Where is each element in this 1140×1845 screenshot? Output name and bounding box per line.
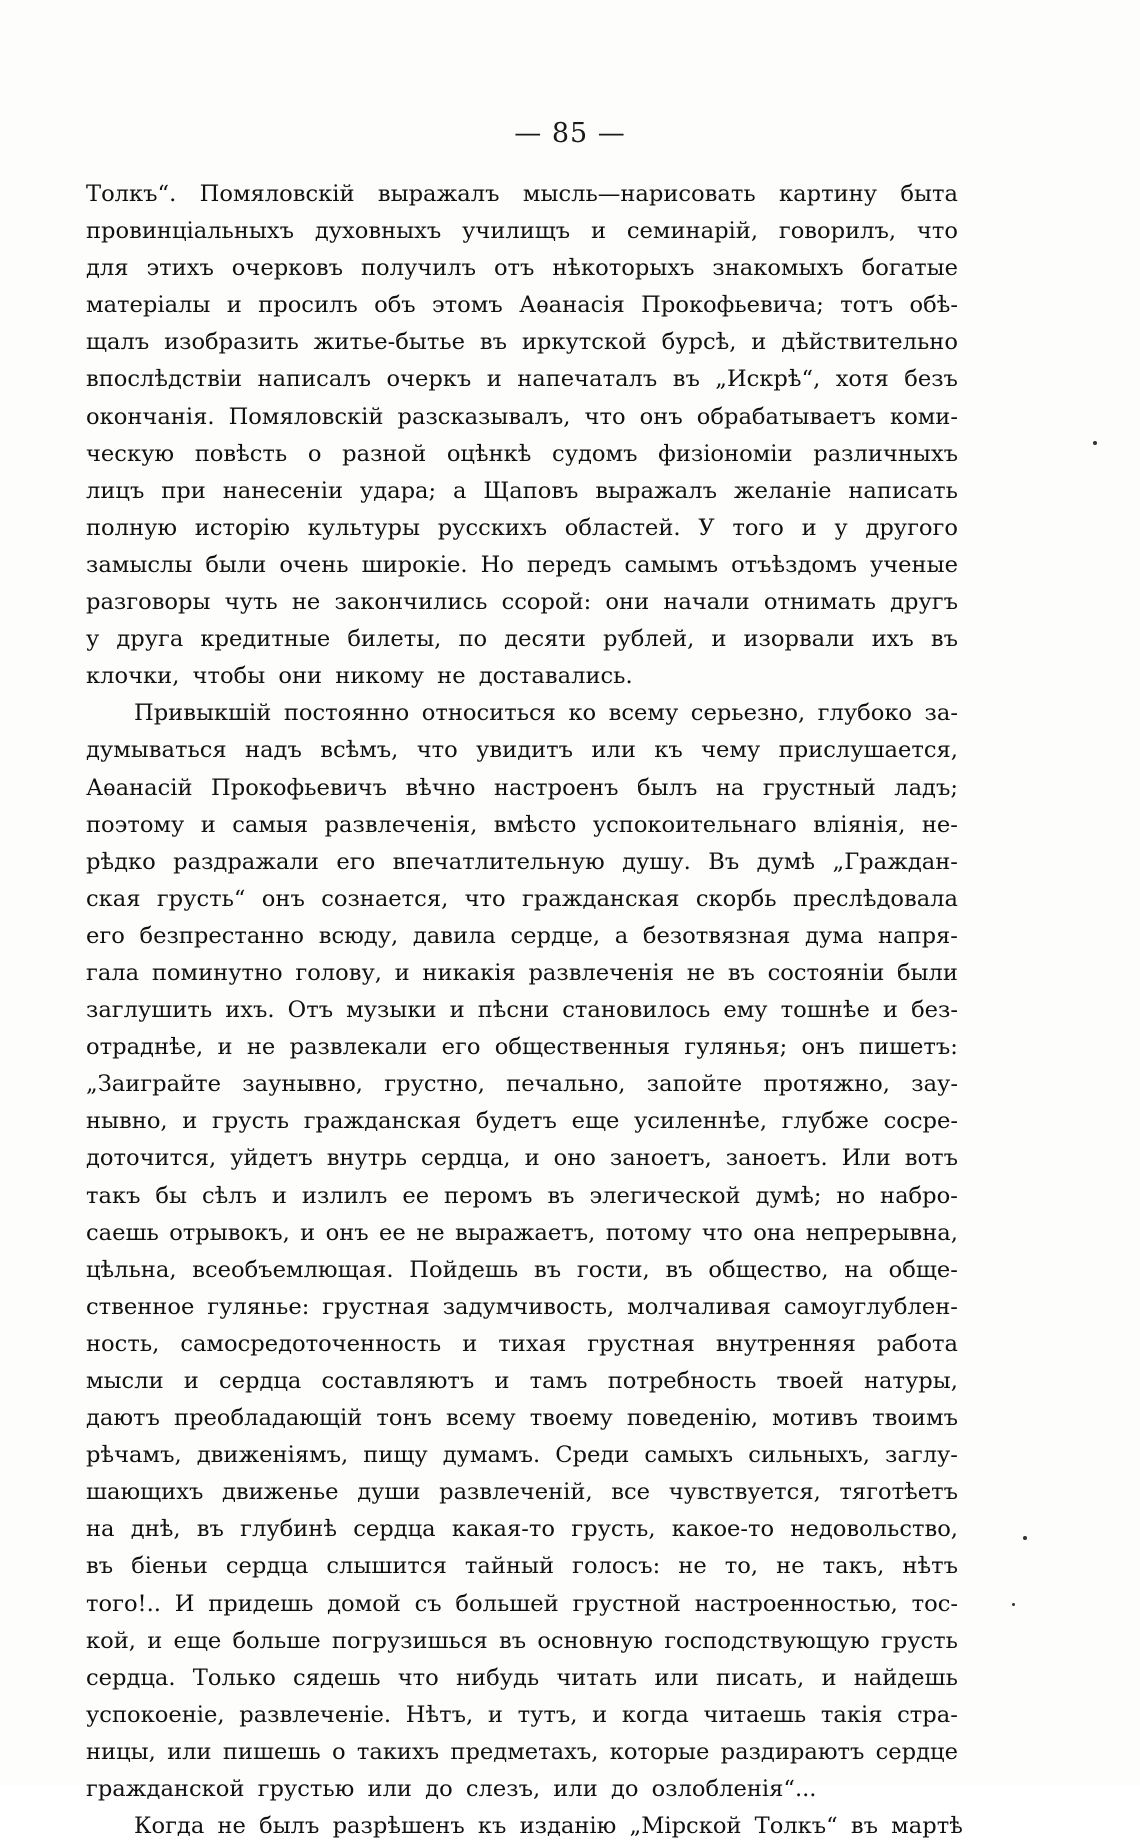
text-line: успокоеніе, развлеченіе. Нѣтъ, и тутъ, и когда читаешь такія стра- xyxy=(86,1701,958,1728)
text-line: ческую повѣсть о разной оцѣнкѣ судомъ физіономіи различныхъ xyxy=(86,440,958,467)
text-line: провинціальныхъ духовныхъ училищъ и семинарій, говорилъ, что xyxy=(86,218,958,245)
text-line: лицъ при нанесеніи удара; а Щаповъ выражалъ желаніе написать xyxy=(86,477,958,504)
body-text xyxy=(86,176,963,1845)
text-line: ская грусть“ онъ сознается, что гражданская скорбь преслѣдовала xyxy=(86,885,958,912)
text-line: на днѣ, въ глубинѣ сердца какая-то грусть, какое-то недовольство, xyxy=(86,1516,958,1543)
text-line: отраднѣе, и не развлекали его общественныя гулянья; онъ пишетъ: xyxy=(86,1034,958,1061)
text-line: думываться надъ всѣмъ, что увидитъ или къ чему прислушается, xyxy=(86,737,958,764)
text-line: такъ бы сѣлъ и излилъ ее перомъ въ элегической думѣ; но набро- xyxy=(86,1182,958,1209)
text-line: саешь отрывокъ, и онъ ее не выражаетъ, потому что она непрерывна, xyxy=(86,1219,958,1246)
text-line: сердца. Только сядешь что нибудь читать или писать, и найдешь xyxy=(86,1664,958,1691)
text-line: рѣчамъ, движеніямъ, пищу думамъ. Среди самыхъ сильныхъ, заглу- xyxy=(86,1442,958,1469)
scan-speck xyxy=(1023,1536,1027,1540)
text-line: его безпрестанно всюду, давила сердце, а безотвязная дума напря- xyxy=(86,922,958,949)
text-line: заглушить ихъ. Отъ музыки и пѣсни становилось ему тошнѣе и без- xyxy=(86,997,958,1024)
text-line: впослѣдствіи написалъ очеркъ и напечаталъ въ „Искрѣ“, хотя безъ xyxy=(86,366,958,393)
text-line: кой, и еще больше погрузишься въ основную господствующую грусть xyxy=(86,1627,958,1654)
text-line: шающихъ движенье души развлеченій, все чувствуется, тяготѣетъ xyxy=(86,1479,958,1506)
text-line: щалъ изобразить житье-бытье въ иркутской бурсѣ, и дѣйствительно xyxy=(86,329,958,356)
scan-speck xyxy=(1012,1603,1015,1606)
text-line: того!.. И придешь домой съ большей грустной настроенностью, тос- xyxy=(86,1590,958,1617)
text-line: въ біеньи сердца слышится тайный голосъ: не то, не такъ, нѣтъ xyxy=(86,1553,958,1580)
text-line: у друга кредитные билеты, по десяти рублей, и изорвали ихъ въ xyxy=(86,626,958,653)
text-line: Толкъ“. Помяловскій выражалъ мысль—нарисовать картину быта xyxy=(86,181,958,207)
text-line: „Заиграйте заунывно, грустно, печально, запойте протяжно, зау- xyxy=(86,1071,958,1098)
text-line: окончанія. Помяловскій разсказывалъ, что онъ обрабатываетъ коми- xyxy=(86,403,958,430)
text-line: разговоры чуть не закончились ссорой: они начали отнимать другъ xyxy=(86,589,958,616)
text-line: для этихъ очерковъ получилъ отъ нѣкоторыхъ знакомыхъ богатые xyxy=(86,255,958,282)
text-line: гала поминутно голову, и никакія развлеченія не въ состояніи были xyxy=(86,959,958,986)
text-line: Когда не былъ разрѣшенъ къ изданію „Мірской Толкъ“ въ мартѣ xyxy=(134,1813,963,1840)
text-line: поэтому и самыя развлеченія, вмѣсто успокоительнаго вліянія, не- xyxy=(86,811,958,838)
text-line: нывно, и грусть гражданская будетъ еще усиленнѣе, глубже сосре- xyxy=(86,1108,958,1135)
text-line: доточится, уйдетъ внутрь сердца, и оно заноетъ, заноетъ. Или вотъ xyxy=(86,1145,958,1172)
text-line: замыслы были очень широкіе. Но передъ самымъ отъѣздомъ ученые xyxy=(86,551,958,578)
text-line: ность, самосредоточенность и тихая грустная внутренняя работа xyxy=(86,1330,958,1357)
text-line: ницы, или пишешь о такихъ предметахъ, которые раздираютъ сердце xyxy=(86,1738,958,1765)
text-line: Привыкшій постоянно относиться ко всему серьезно, глубоко за- xyxy=(134,700,958,727)
scan-speck xyxy=(1093,441,1097,445)
text-line: ственное гулянье: грустная задумчивость, молчаливая самоуглублен- xyxy=(86,1293,958,1320)
text-line: цѣльна, всеобъемлющая. Пойдешь въ гости, въ общество, на обще- xyxy=(86,1256,958,1283)
text-line: гражданской грустью или до слезъ, или до озлобленія“... xyxy=(86,1776,817,1803)
text-line: полную исторію культуры русскихъ областей. У того и у другого xyxy=(86,514,958,541)
text-line: рѣдко раздражали его впечатлительную душу. Въ думѣ „Граждан- xyxy=(86,848,958,875)
text-line: даютъ преобладающій тонъ всему твоему поведенію, мотивъ твоимъ xyxy=(86,1405,958,1432)
text-line: матеріалы и просилъ объ этомъ Аѳанасія Прокофьевича; тотъ обѣ- xyxy=(86,292,958,319)
page-number: — 85 — xyxy=(514,118,626,149)
text-line: мысли и сердца составляютъ и тамъ потребность твоей натуры, xyxy=(86,1368,958,1394)
text-line: клочки, чтобы они никому не доставались. xyxy=(86,663,633,690)
text-line: Аѳанасій Прокофьевичъ вѣчно настроенъ былъ на грустный ладъ; xyxy=(86,774,958,801)
